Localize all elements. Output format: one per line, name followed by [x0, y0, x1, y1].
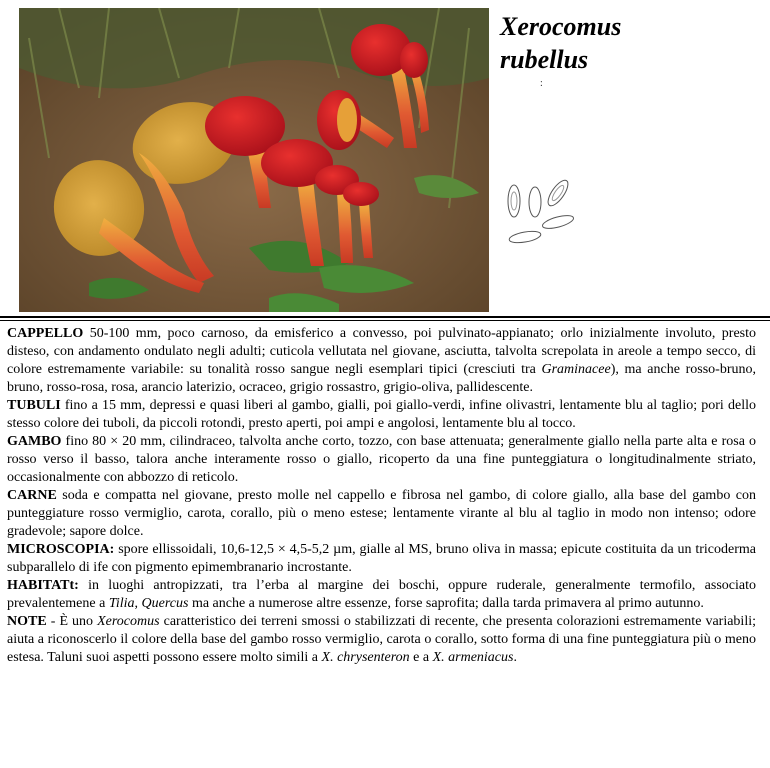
section-text: . — [513, 650, 517, 665]
mushroom-photo — [19, 8, 489, 312]
section-text: fino a 15 mm, depressi e quasi liberi al gambo, gialli, poi giallo-verdi, infine olivastri, lentamente blu al taglio; pori dello stesso colore dei tuboli, da piccoli rotondi, presto aperti, poi ampi e angolosi, lentamente blu al tocco. — [7, 398, 756, 431]
italic-term: Quercus — [141, 596, 189, 611]
mushroom-photo-drawing — [19, 8, 489, 312]
section-text: , — [134, 596, 142, 611]
section-text: e a — [409, 650, 433, 665]
section-text: ), ma anche rosso-bruno, bruno, rosso-rosa, rosa, arancio laterizio, ocraceo, grigio rossastro, grigio-oliva, pallidescente. — [7, 362, 756, 395]
section-note — [7, 613, 756, 667]
section-text: in luoghi antropizzati, tra l’erba al margine dei boschi, oppure ruderale, generalmente termofilo, associato prevalentemene a — [7, 578, 756, 611]
species-name: rubellus — [500, 45, 589, 74]
italic-term: X. chrysenteron — [321, 650, 410, 665]
italic-term: X. armeniacus — [432, 650, 514, 665]
section-text: spore ellissoidali, 10,6-12,5 × 4,5-5,2 µm, gialle al MS, bruno oliva in massa; epicute costituita da un tricoderma subparallelo di ife con pigmento epimembranario incrostante. — [7, 542, 756, 575]
section-microscopia — [7, 541, 756, 577]
section-text: caratteristico dei terreni smossi o stabilizzati di recente, che presenta colorazioni estremamente variabili; aiuta a riconoscerlo il colore della base del gambo rosso vermiglio, carota o corallo, sotto forma di una fine punteggiatura più o meno estesa. Taluni suoi aspetti possono essere molto simili a — [7, 614, 756, 665]
section-text: 50-100 mm, poco carnoso, da emisferico a convesso, poi pulvinato-appianato; orlo inizialmente involuto, presto disteso, con andamento ondulato negli adulti; cuticola vellutata nel giovane, asciutta, talvolta screpolata in areole a tempo secco, di colore estremamente variabile: su tonalità rosso sangue negli esemplari tipici (cresciuti tra — [7, 326, 756, 377]
section-tubuli — [7, 397, 756, 433]
section-gambo — [7, 433, 756, 487]
title-mark: : — [540, 78, 543, 89]
italic-term: Xerocomus — [97, 614, 160, 629]
spore-shape — [529, 187, 541, 217]
section-cappello — [7, 325, 756, 397]
section-heading: TUBULI — [7, 398, 61, 413]
species-title — [500, 10, 760, 76]
spore-shape — [541, 213, 574, 231]
spore-shape — [544, 177, 571, 208]
spore-shape — [508, 185, 520, 217]
section-heading: MICROSCOPIA: — [7, 542, 115, 557]
spore-illustration — [500, 175, 580, 250]
section-heading: NOTE — [7, 614, 47, 629]
section-text: ma anche a numerose altre essenze, forse saprofita; dalla tarda primavera al primo autunno. — [188, 596, 704, 611]
section-heading: CARNE — [7, 488, 57, 503]
spore-drawing — [500, 175, 580, 250]
description-body — [7, 325, 756, 667]
section-heading: HABITATt: — [7, 578, 79, 593]
section-heading: GAMBO — [7, 434, 62, 449]
section-text: - È uno — [46, 614, 98, 629]
spore-shape — [550, 184, 565, 202]
section-heading: CAPPELLO — [7, 326, 84, 341]
separator-rule-thin — [0, 320, 770, 321]
italic-term: Tilia — [108, 596, 135, 611]
spore-shape — [508, 229, 541, 244]
section-text: fino 80 × 20 mm, cilindraceo, talvolta anche corto, tozzo, con base attenuata; generalmente giallo nella parte alta e rosa o rosso verso il basso, talora anche interamente rosso o giallo, ricoperto da una fine punteggiatura o longitudinalmente striato, occasionalmente con abbozzo di reticolo. — [7, 434, 756, 485]
section-habitat — [7, 577, 756, 613]
separator-rule — [0, 316, 770, 318]
italic-term: Graminacee — [541, 362, 611, 377]
section-text: soda e compatta nel giovane, presto molle nel cappello e fibrosa nel gambo, di colore giallo, alla base del gambo con punteggiature rosso vermiglio, carota, corallo, più o meno estese; lentamente virante al blu al taglio in modo non intenso; odore gradevole; sapore dolce. — [7, 488, 756, 539]
section-carne — [7, 487, 756, 541]
spore-shape — [511, 192, 517, 210]
genus-name: Xerocomus — [500, 12, 622, 41]
